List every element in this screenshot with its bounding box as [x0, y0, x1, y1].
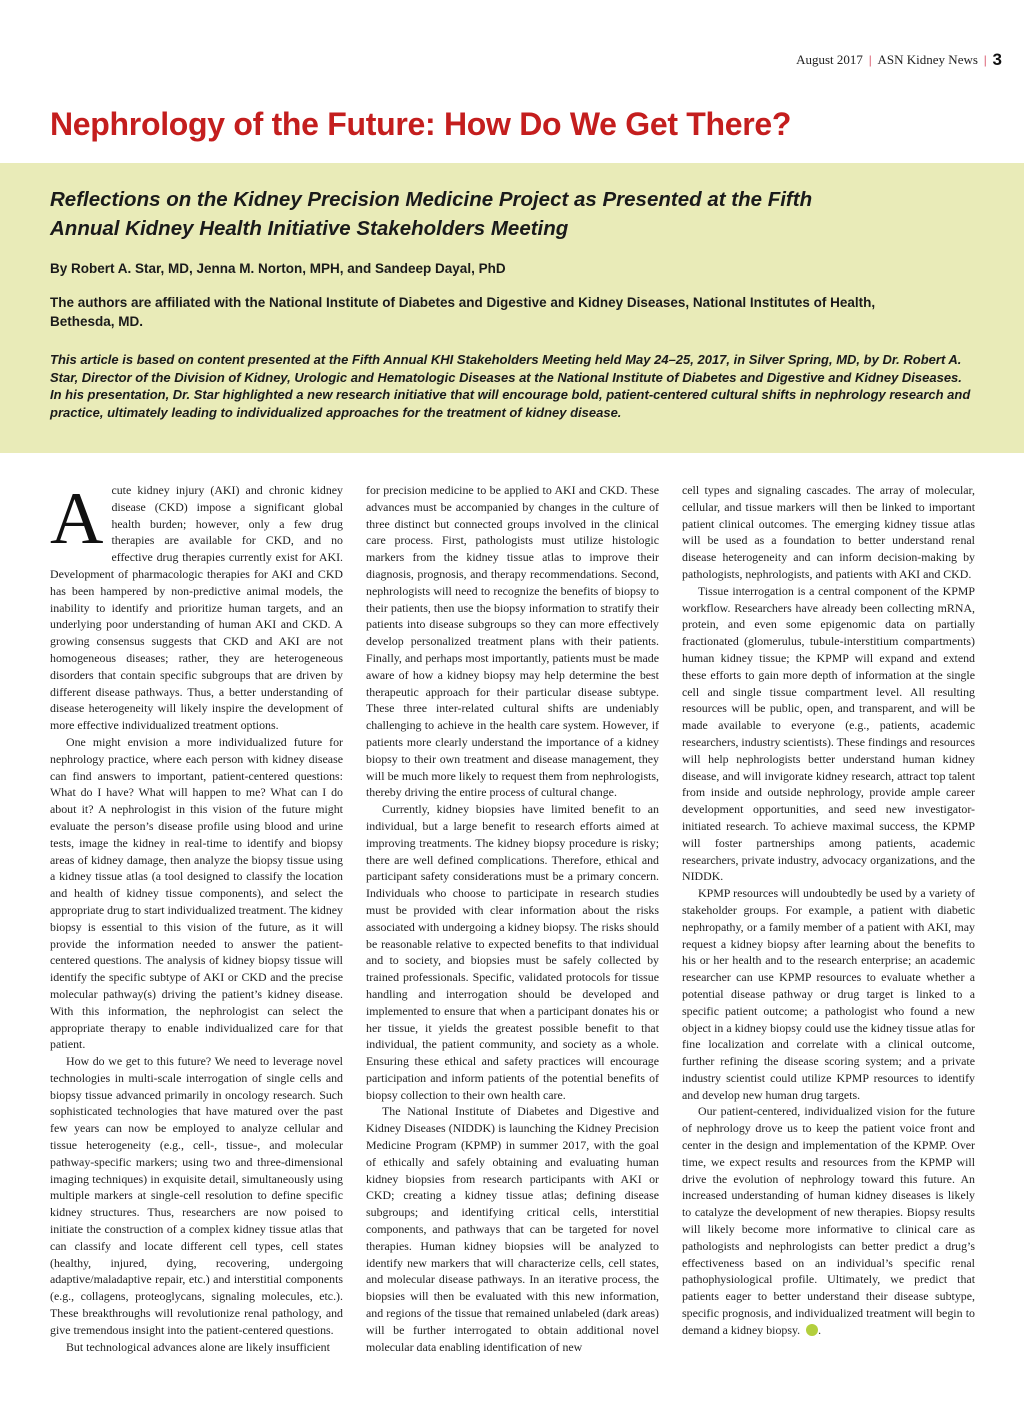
drop-cap: A [50, 478, 104, 560]
paragraph: KPMP resources will undoubtedly be used by a variety of stakeholder groups. For example, a patient with diabetic nephropathy, or a family member of a patient with AKI, may request a kidney biopsy after learning about the benefits to his or her health and to the research enterprise; an academic researcher can use KPMP resources to evaluate whether a potential disease pathway or drug target is linked to a specific patient outcome; a pathologist who found a new object in a kidney biopsy could use the kidney tissue atlas for fine localization and correlate with a clinical outcome, further refining the disease scoring system; and a private industry scientist could utilize KPMP resources to identify and develop new human drug targets. [682, 886, 975, 1102]
issue-date: August 2017 [796, 52, 863, 67]
running-header [796, 50, 1002, 70]
intro-note: This article is based on content presented at the Fifth Annual KHI Stakeholders Meeting held May 24–25, 2017, in Silver Spring, MD, by Dr. Robert A. Star, Director of the Division of Kidney, Urologic and Hematologic Diseases at the National Institute of Diabetes and Digestive and Kidney Diseases. In his presentation, Dr. Star highlighted a new research initiative that will encourage bold, patient-centered cultural shifts in nephrology research and practice, ultimately leading to individualized approaches for the treatment of kidney disease. [50, 352, 971, 420]
end-punctuation: . [818, 1322, 822, 1337]
paragraph: One might envision a more individualized future for nephrology practice, where each person with kidney disease can find answers to important, patient-centered questions: What do I have? What will happen to me? What can I do about it? A nephrologist in this vision of the future might evaluate the person’s disease profile using blood and urine tests, image the kidney in real-time to identify and biopsy areas of kidney damage, then analyze the biopsy tissue using a kidney tissue atlas (a tool designed to classify the location and health of kidney tissue components), and select the appropriate drug to start individualized treatment. The kidney biopsy is essential to this vision of the future, as it will provide the information needed to answer the patient-centered questions. The analysis of kidney biopsy tissue will identify the specific subtype of AKI or CKD and the precise molecular pathway(s) driving the patient’s kidney disease. With this information, the nephrologist can select the appropriate therapy to enable individualized care for that patient. [50, 734, 343, 1052]
page-number: 3 [992, 50, 1002, 69]
paragraph-text: cute kidney injury (AKI) and chronic kidney disease (CKD) impose a significant global health burden; however, only a few drug therapies are available for CKD, and no effective drug therapies currently exist for AKI. Development of pharmacologic therapies for AKI and CKD has been hampered by non-predictive animal models, the inability to identify and prioritize human targets, and an underlying poor understanding of human AKI and CKD. A growing consensus suggests that CKD and AKI are not homogeneous diseases; rather, they are heterogeneous disorders that contain specific subgroups that are driven by different disease pathways. Thus, a better understanding of disease heterogeneity will likely inspire the development of more effective individualized treatment options. [50, 483, 343, 733]
byline: By Robert A. Star, MD, Jenna M. Norton, MPH, and Sandeep Dayal, PhD [50, 261, 506, 276]
paragraph [50, 478, 343, 734]
intro-band [0, 163, 1024, 453]
body-column-1 [50, 478, 343, 1355]
body-column-2 [366, 482, 659, 1355]
author-affiliation: The authors are affiliated with the National Institute of Diabetes and Digestive and Kidney Diseases, National Institutes of Health, Bethesda, MD. [50, 295, 876, 329]
paragraph: cell types and signaling cascades. The array of molecular, cellular, and tissue markers will then be linked to important patient clinical outcomes. The emerging kidney tissue atlas will be used as a foundation to better understand renal disease heterogeneity and can inform decision-making by pathologists, nephrologists, and patients with AKI and CKD. [682, 483, 975, 581]
end-of-article-icon [806, 1324, 818, 1336]
paragraph: for precision medicine to be applied to AKI and CKD. These advances must be accompanied by changes in the culture of three distinct but connected groups involved in the clinical care process. First, pathologists must utilize histologic markers from the kidney tissue atlas to improve their diagnosis, prognosis, and therapy recommendations. Second, nephrologists will need to recognize the benefits of biopsy to their patients, then use the biopsy information to stratify their patients into disease subgroups so they can more effectively develop personalized treatment plans with their patients. Finally, and perhaps most importantly, patients must be made aware of how a kidney biopsy may help determine the best therapeutic approach for their particular disease subtype. These three inter-related cultural shifts are undeniably challenging to achieve in the health care system. However, if patients more clearly understand the importance of a kidney biopsy to their own treatment and disease management, they will be much more likely to request them from nephrologists, thereby driving the entire process of cultural change. [366, 483, 659, 800]
header-separator-2: | [983, 52, 987, 67]
paragraph-text: Our patient-centered, individualized vision for the future of nephrology drove us to keep the patient voice front and center in the design and implementation of the KPMP. Over time, we expect results and resources from the KPMP will drive the evolution of nephrology toward this future. An increased understanding of human kidney diseases is likely to catalyze the development of new therapies. Biopsy results will likely become more informative to clinical care as pathologists and nephrologists can better predict a drug’s effectiveness based on an individual’s specific renal pathophysiological profile. Ultimately, we predict that patients eager to better understand their disease subtype, specific prognosis, and individualized treatment will begin to demand a kidney biopsy. [682, 1104, 975, 1337]
paragraph: But technological advances alone are likely insufficient [66, 1339, 330, 1354]
article-title: Nephrology of the Future: How Do We Get There? [50, 106, 792, 142]
paragraph: The National Institute of Diabetes and Digestive and Kidney Diseases (NIDDK) is launching the Kidney Precision Medicine Program (KPMP) in summer 2017, with the goal of ethically and safely obtaining and evaluating human kidney biopsies from research participants with AKI or CKD; creating a kidney tissue atlas; defining disease subgroups; and identifying critical cells, interstitial components, and pathways that can be targeted for novel therapies. Human kidney biopsies will be analyzed to identify new markers that will characterize cells, cell states, and molecular disease pathways. In an iterative process, the biopsies will then be evaluated with this new information, and regions of the tissue that remained unlabeled (dark areas) will be further interrogated to obtain additional novel molecular data enabling identification of new [366, 1104, 659, 1354]
header-separator: | [868, 52, 872, 67]
body-column-3 [682, 482, 975, 1339]
paragraph: Tissue interrogation is a central component of the KPMP workflow. Researchers have already been collecting mRNA, protein, and even some epigenomic data on partially fractionated (glomerulus, tubule-interstitium compartments) human kidney tissue; the KPMP will expand and extend these efforts to gain more depth of information at the single cell and single tissue compartment level. All resulting resources will be public, open, and transparent, and will be made available to everyone (e.g., patients, academic researchers, industry scientists). These findings and resources will help nephrologists better understand human kidney disease, and will invigorate kidney research, attract top talent from inside and outside nephrology, provide ample career development opportunities, and seed new investigator-initiated research. To achieve maximal success, the KPMP will foster partnerships among patients, academic researchers, private industry, advocacy organizations, and the NIDDK. [682, 583, 975, 884]
paragraph: Currently, kidney biopsies have limited benefit to an individual, but a large benefit to research efforts aimed at improving treatments. The kidney biopsy procedure is risky; there are well defined complications. Therefore, ethical and participant safety considerations must be a primary concern. Individuals who choose to participate in research studies must be provided with clear information about the risks associated with undergoing a kidney biopsy. The risks should be reasonable relative to expected benefits to that individual and to society, and biopsies must be safely collected by trained professionals. Specific, validated protocols for tissue handling and interrogation should be developed and implemented to ensure that when a participant donates his or her tissue, it yields the greatest possible benefit to that individual, the patient community, and society as a whole. Ensuring these ethical and safety practices will encourage participation and inform patients of the potential benefits of biopsy collection to their own health care. [366, 802, 659, 1102]
publication-name: ASN Kidney News [877, 52, 978, 67]
article-subtitle: Reflections on the Kidney Precision Medicine Project as Presented at the Fifth Annual Kidney Health Initiative Stakeholders Meeting [50, 188, 813, 240]
paragraph: How do we get to this future? We need to leverage novel technologies in multi-scale interrogation of single cells and biopsy tissue advanced primarily in oncology research. Such sophisticated technologies that have matured over the past few years can now be employed to analyze cellular and tissue heterogeneity (e.g., cell-, tissue-, and molecular pathway-specific markers; using two and three-dimensional imaging techniques) in exquisite detail, simultaneously using multiple markers at single-cell resolution to define specific kidney structures. Thus, researchers are now poised to initiate the construction of a complex kidney tissue atlas that can classify and locate different cell types, cell states (healthy, injured, dying, recovering, undergoing adaptive/maladaptive repair, etc.) and interstitial components (e.g., collagens, proteoglycans, signaling molecules, etc.). These breakthroughs will revolutionize renal pathology, and give tremendous insight into the patient-centered questions. [50, 1054, 343, 1337]
paragraph [682, 1103, 975, 1338]
